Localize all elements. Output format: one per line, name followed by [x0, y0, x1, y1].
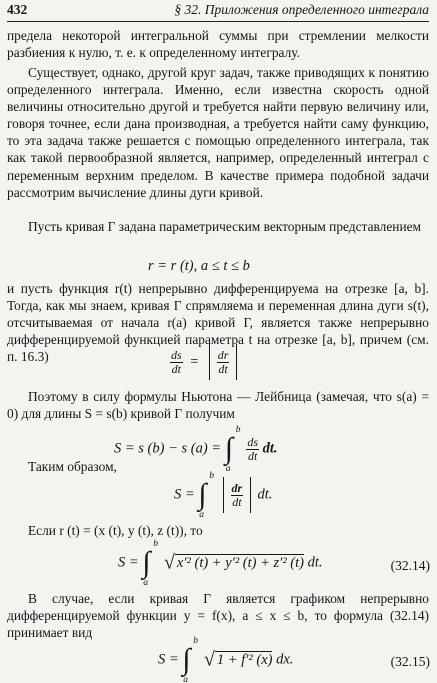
equation-number-32-14: (32.14): [390, 558, 430, 573]
fraction-dr-dt: $\frac{dr}{dt}$: [217, 347, 229, 376]
radical-sign: √: [163, 551, 175, 574]
integral-sign: ∫ b a: [198, 471, 215, 520]
paragraph-curve-def: Пусть кривая Г задана параметрическим векторным представлением: [28, 219, 422, 234]
paragraph-continuation: предела некоторой интегральной суммы при стремлении мелкости разбиения к нулю, т. е. к определенному интегралу.: [7, 28, 429, 61]
formula-32-14: S = ∫ b a √ x′² (t) + y′² (t) + z′² (t) dt.: [118, 539, 323, 588]
paragraph-if-coordinates: Если r (t) = (x (t), y (t), z (t)), то: [28, 523, 203, 538]
formula-arc-length: S = s (b) − s (a) = ∫ b a $\frac{ds}{dt}$ dt.: [114, 425, 278, 474]
paragraph-tasks: Существует, однако, другой круг задач, также приводящих к понятию определенного интеграла. Именно, если известна скорость одной величины относительно другой и требуется найти первую величину или, говоря точнее, если дана производная, а требуется найти саму функцию, то эта задача также решается с помощью определенного интеграла, так как такой первообразной является, например, определенный интеграл с переменным верхним пределом. В качестве примера подобной задачи рассмотрим вычисление длины дуги кривой.: [7, 65, 429, 200]
fraction-ds-dt: $\frac{ds}{dt}$: [171, 347, 182, 376]
running-header: [7, 2, 429, 19]
integral-sign: ∫ b a: [142, 539, 159, 588]
equation-number-32-15: (32.15): [390, 654, 430, 669]
formula-32-15: S = ∫ b a √ 1 + f′² (x) dx.: [158, 636, 294, 683]
integral-sign: ∫ b a: [182, 636, 199, 683]
page-number: 432: [7, 2, 28, 17]
formula-ds-dt: $\frac{ds}{dt}$ = $\frac{dr}{dt}$: [170, 344, 240, 380]
formula-arc-length-vector: S = ∫ b a $\frac{dr}{dt}$ dt.: [174, 471, 273, 520]
running-title: § 32. Приложения определенного интеграла: [174, 2, 429, 17]
paragraph-graph-case: В случае, если кривая Г является графиком непрерывно дифференцируемой функции y = f(x), a ≤ x ≤ b, то формула (32.14) принимает вид: [7, 591, 429, 641]
paragraph-newton-leibniz: Поэтому в силу формулы Ньютона — Лейбница (замечая, что s(a) = 0) для длины S = s(b) кривой Г получим: [7, 389, 429, 422]
radical-sign: √: [203, 648, 215, 671]
formula-parametric: r = r (t), a ≤ t ≤ b: [148, 258, 250, 274]
paragraph-rectifiable: и пусть функция r(t) непрерывно дифференцируема на отрезке [a, b]. Тогда, как мы знаем, кривая Г спрямляема и переменная длина дуги s(t), отсчитываемая от начала r(a) кривой Г, является также непрерывно дифференцируемой функцией параметра t на отрезке [a, b], причем (см. п. 16.3): [7, 281, 429, 365]
integral-sign: ∫ b a: [224, 425, 241, 474]
header-rule: [7, 21, 429, 22]
paragraph-thus: Таким образом,: [28, 459, 117, 474]
